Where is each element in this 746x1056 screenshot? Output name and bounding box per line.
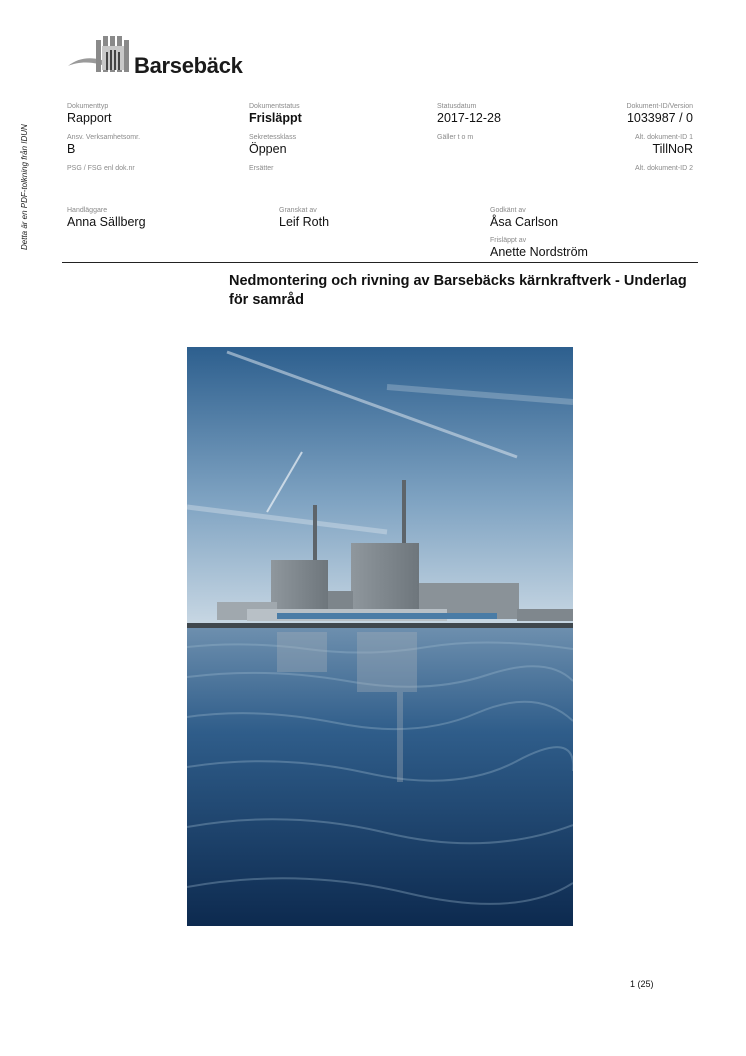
status-date-label: Statusdatum <box>437 103 477 110</box>
status-date-field <box>437 102 501 126</box>
handler-field <box>67 206 146 230</box>
document-status-label: Dokumentstatus <box>249 103 300 110</box>
document-type-label: Dokumenttyp <box>67 103 109 110</box>
approved-by-value: Åsa Carlson <box>490 215 559 229</box>
document-status-value: Frisläppt <box>249 111 302 125</box>
approved-by-label: Godkänt av <box>490 207 526 214</box>
barseback-logo <box>66 34 262 80</box>
approved-by-field <box>490 206 558 230</box>
reviewed-by-value: Leif Roth <box>279 215 330 229</box>
header-divider <box>62 262 698 263</box>
reviewed-by-field <box>279 206 329 230</box>
released-by-label: Frisläppt av <box>490 237 527 244</box>
document-id-field <box>626 102 693 126</box>
alt-id-1-label: Alt. dokument-ID 1 <box>635 134 693 141</box>
alt-id-2-field <box>635 164 693 173</box>
psg-field <box>67 164 135 173</box>
released-by-field <box>490 236 588 260</box>
page-number: 1 (25) <box>630 979 654 989</box>
alt-id-1-value: TillNoR <box>652 142 693 156</box>
document-title: Nedmontering och rivning av Barsebäcks kärnkraftverk - Underlag för samråd <box>229 273 687 308</box>
security-class-value: Öppen <box>249 142 287 156</box>
document-id-label: Dokument-ID/Version <box>626 103 693 110</box>
valid-until-field <box>437 133 473 142</box>
responsible-area-label: Ansv. Verksamhetsomr. <box>67 134 141 141</box>
alt-id-2-label: Alt. dokument-ID 2 <box>635 165 693 172</box>
document-type-value: Rapport <box>67 111 112 125</box>
reviewed-by-label: Granskat av <box>279 207 317 214</box>
document-type-field <box>67 102 111 126</box>
security-class-field <box>249 133 296 157</box>
document-status-field <box>249 102 302 126</box>
responsible-area-field <box>67 133 140 157</box>
replaces-label: Ersätter <box>249 165 274 172</box>
replaces-field <box>249 164 274 173</box>
document-id-value: 1033987 / 0 <box>626 111 693 125</box>
released-by-value: Anette Nordström <box>490 245 588 259</box>
psg-label: PSG / FSG enl dok.nr <box>67 165 135 172</box>
nuclear-plant-photo <box>187 347 573 926</box>
security-class-label: Sekretessklass <box>249 134 297 141</box>
alt-id-1-field <box>635 133 693 157</box>
side-note: Detta är en PDF-tolkning från IDUN <box>20 124 29 250</box>
status-date-value: 2017-12-28 <box>437 111 501 125</box>
handler-value: Anna Sällberg <box>67 215 146 229</box>
logo-text: Barsebäck <box>134 53 243 78</box>
handler-label: Handläggare <box>67 207 108 214</box>
responsible-area-value: B <box>67 142 76 156</box>
valid-until-label: Gäller t o m <box>437 134 474 141</box>
